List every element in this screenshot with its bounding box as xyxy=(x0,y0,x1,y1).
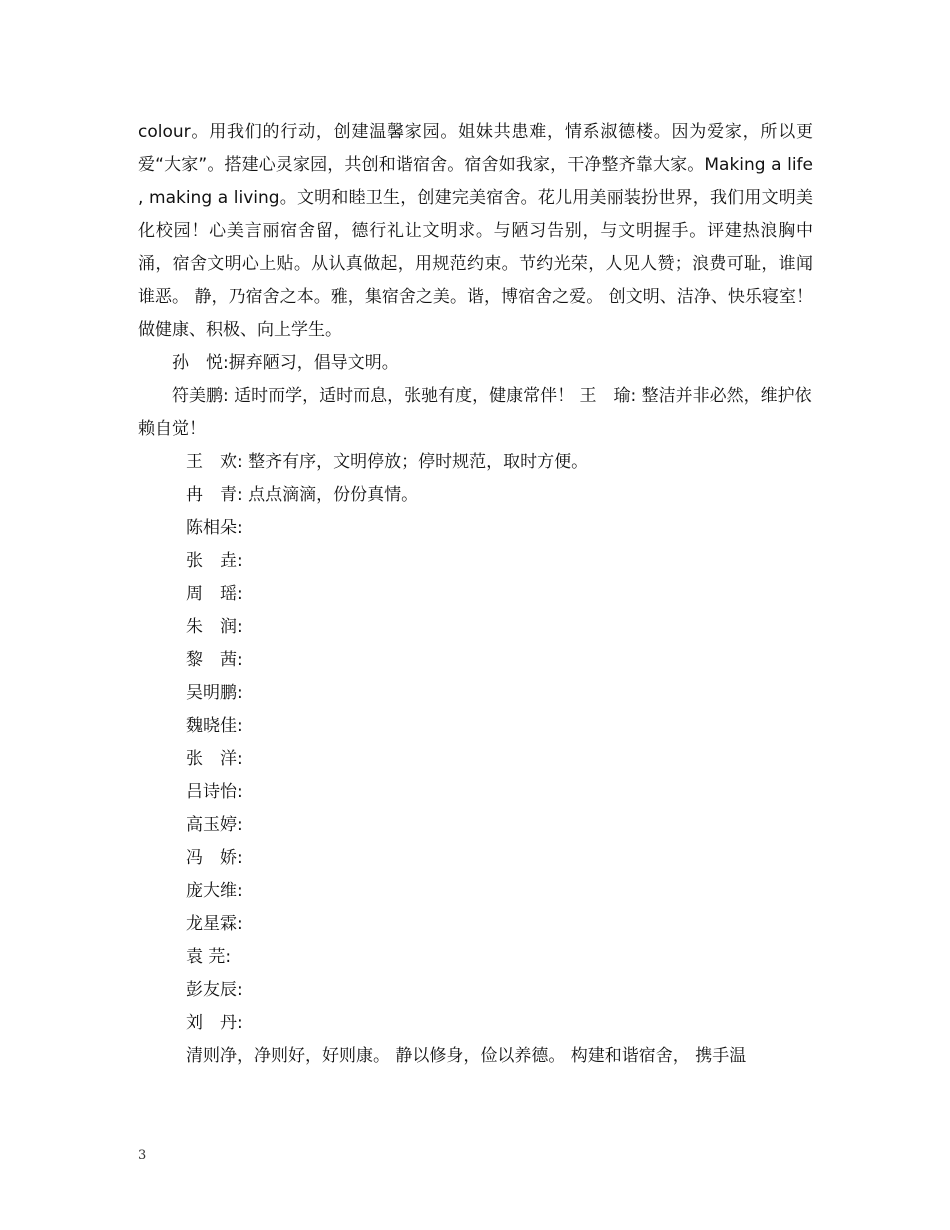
document-body xyxy=(138,116,813,1073)
list-item: 庞大维: xyxy=(186,881,243,901)
list-item: 吴明鹏: xyxy=(186,683,243,703)
list-item: 彭友辰: xyxy=(186,980,243,1000)
slogan-sun-yue: 孙 悦:摒弃陋习，倡导文明。 xyxy=(172,353,399,373)
list-item: 陈相朵: xyxy=(186,518,243,538)
list-item: 刘 丹: xyxy=(186,1013,243,1033)
list-item: 王 欢: 整齐有序，文明停放；停时规范，取时方便。 xyxy=(186,452,589,472)
list-item: 袁 芫: xyxy=(186,947,232,967)
slogan-list xyxy=(138,446,813,1073)
list-item: 高玉婷: xyxy=(186,815,243,835)
list-item: 冯 娇: xyxy=(186,848,243,868)
list-item: 黎 茜: xyxy=(186,650,243,670)
list-item: 张 垚: xyxy=(186,551,243,571)
slogan-paragraph: colour。用我们的行动，创建温馨家园。姐妹共患难，情系淑德楼。因为爱家，所以更爱“大家”。搭建心灵家园，共创和谐宿舍。宿舍如我家，干净整齐靠大家。Making a life , making a living。文明和睦卫生，创建完美宿舍。花儿用美丽装扮世界，我们用文明美化校园！心美言丽宿舍留，德行礼让文明求。与陋习告别，与文明握手。评建热浪胸中涌，宿舍文明心上贴。从认真做起，用规范约束。节约光荣，人见人赞；浪费可耻，谁闻谁恶。 静，乃宿舍之本。雅，集宿舍之美。谐，博宿舍之爱。 创文明、洁净、快乐寝室！做健康、积极、向上学生。 xyxy=(138,122,813,340)
list-item: 魏晓佳: xyxy=(186,716,243,736)
list-item: 朱 润: xyxy=(186,617,243,637)
list-item: 周 瑶: xyxy=(186,584,243,604)
list-item: 张 洋: xyxy=(186,749,243,769)
list-item: 清则净，净则好，好则康。 静以修身，俭以养德。 构建和谐宿舍， 携手温 xyxy=(186,1046,747,1066)
list-item: 吕诗怡: xyxy=(186,782,243,802)
slogan-fu-wang: 符美鹏: 适时而学，适时而息，张驰有度，健康常伴！ 王 瑜: 整洁并非必然，维护依赖自觉！ xyxy=(138,386,812,439)
list-item: 龙星霖: xyxy=(186,914,243,934)
page-number: 3 xyxy=(138,1148,147,1163)
list-item: 冉 青: 点点滴滴，份份真情。 xyxy=(186,485,419,505)
